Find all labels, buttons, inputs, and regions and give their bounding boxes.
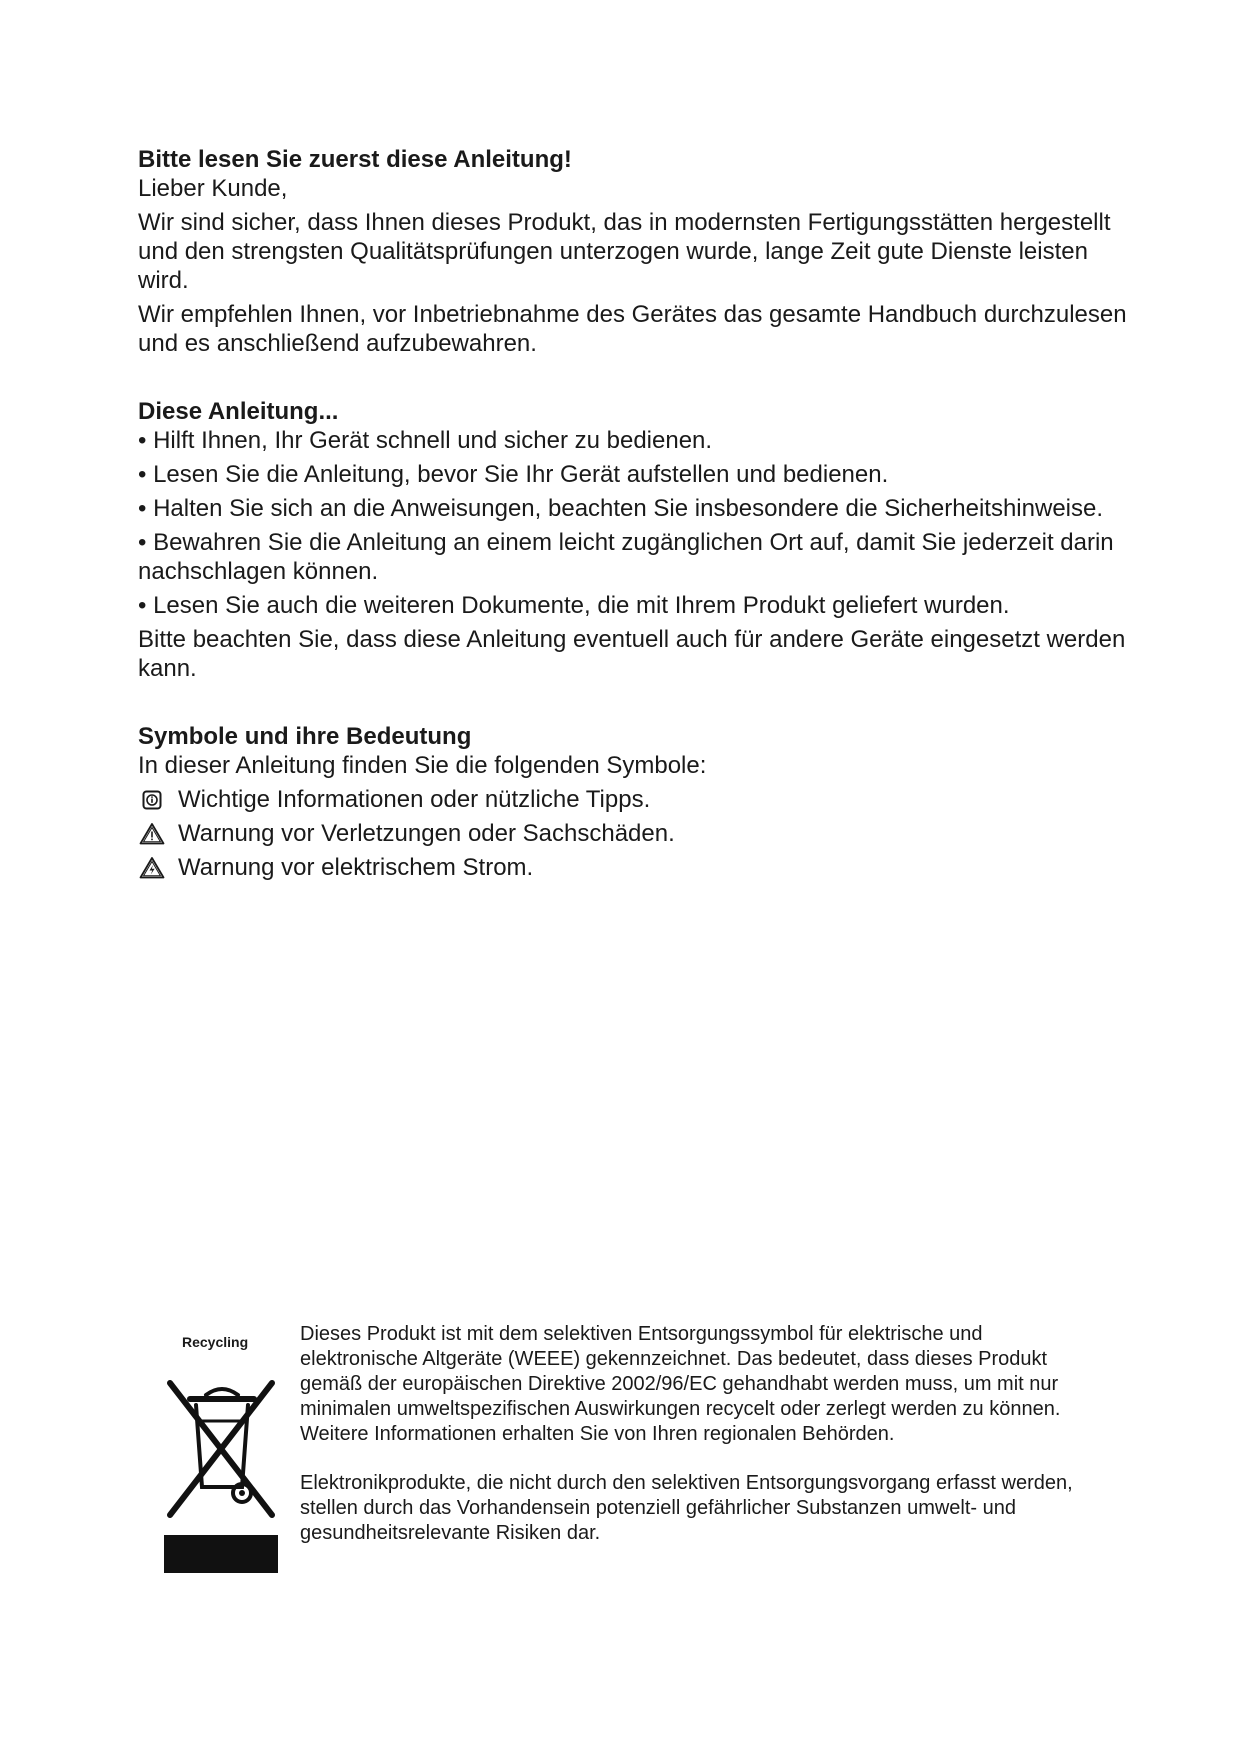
symbol-text: Warnung vor Verletzungen oder Sachschäden.	[178, 820, 675, 847]
symbol-row-electric	[138, 853, 1128, 882]
manual-note: Bitte beachten Sie, dass diese Anleitung eventuell auch für andere Geräte eingesetzt werden kann.	[138, 626, 1126, 682]
bullet-item: • Lesen Sie die Anleitung, bevor Sie Ihr Gerät aufstellen und bedienen.	[138, 461, 889, 488]
bullet-item: • Halten Sie sich an die Anweisungen, beachten Sie insbesondere die Sicherheitshinweise.	[138, 495, 1104, 522]
recycling-label: Recycling	[182, 1334, 249, 1350]
info-icon	[138, 788, 166, 812]
recycling-paragraph-2: Elektronikprodukte, die nicht durch den selektiven Entsorgungsvorgang erfasst werden, stellen durch das Vorhandensein potenziell gefährlicher Substanzen umwelt- und gesundheitsrelevante Risiken dar.	[300, 1472, 1073, 1544]
intro-heading: Bitte lesen Sie zuerst diese Anleitung!	[138, 146, 572, 173]
recycling-text	[300, 1322, 1080, 1546]
bullet-item: • Hilft Ihnen, Ihr Gerät schnell und sicher zu bedienen.	[138, 427, 713, 454]
symbols-heading: Symbole und ihre Bedeutung	[138, 723, 472, 750]
intro-paragraph-1: Wir sind sicher, dass Ihnen dieses Produkt, das in modernsten Fertigungsstätten hergestellt und den strengsten Qualitätsprüfungen unterzogen wurde, lange Zeit gute Dienste leisten wird.	[138, 209, 1111, 294]
symbol-text: Warnung vor elektrischem Strom.	[178, 854, 534, 881]
symbols-intro: In dieser Anleitung finden Sie die folgenden Symbole:	[138, 752, 707, 779]
weee-black-bar	[164, 1535, 278, 1573]
recycling-paragraph-1: Dieses Produkt ist mit dem selektiven Entsorgungssymbol für elektrische und elektronische Altgeräte (WEEE) gekennzeichnet. Das bedeutet, dass dieses Produkt gemäß der europäischen Direktive 2002/96/EC gehandhabt werden muss, um mit nur minimalen umweltspezifischen Auswirkungen recycelt oder zerlegt werden zu können. Weitere Informationen erhalten Sie von Ihren regionalen Behörden.	[300, 1323, 1061, 1445]
bullet-item: • Lesen Sie auch die weiteren Dokumente, die mit Ihrem Produkt geliefert wurden.	[138, 592, 1010, 619]
warning-icon	[138, 822, 166, 846]
symbol-row-info	[138, 785, 1128, 814]
symbol-row-warning	[138, 819, 1128, 848]
bullet-item: • Bewahren Sie die Anleitung an einem leicht zugänglichen Ort auf, damit Sie jederzeit darin nachschlagen können.	[138, 529, 1114, 585]
manual-heading: Diese Anleitung...	[138, 398, 339, 425]
weee-crossed-bin-icon	[164, 1377, 280, 1525]
symbol-text: Wichtige Informationen oder nützliche Tipps.	[178, 786, 651, 813]
greeting: Lieber Kunde,	[138, 175, 288, 202]
electric-warning-icon	[138, 856, 166, 880]
intro-paragraph-2: Wir empfehlen Ihnen, vor Inbetriebnahme des Gerätes das gesamte Handbuch durchzulesen und es anschließend aufzubewahren.	[138, 301, 1127, 357]
manual-content	[138, 146, 1128, 882]
